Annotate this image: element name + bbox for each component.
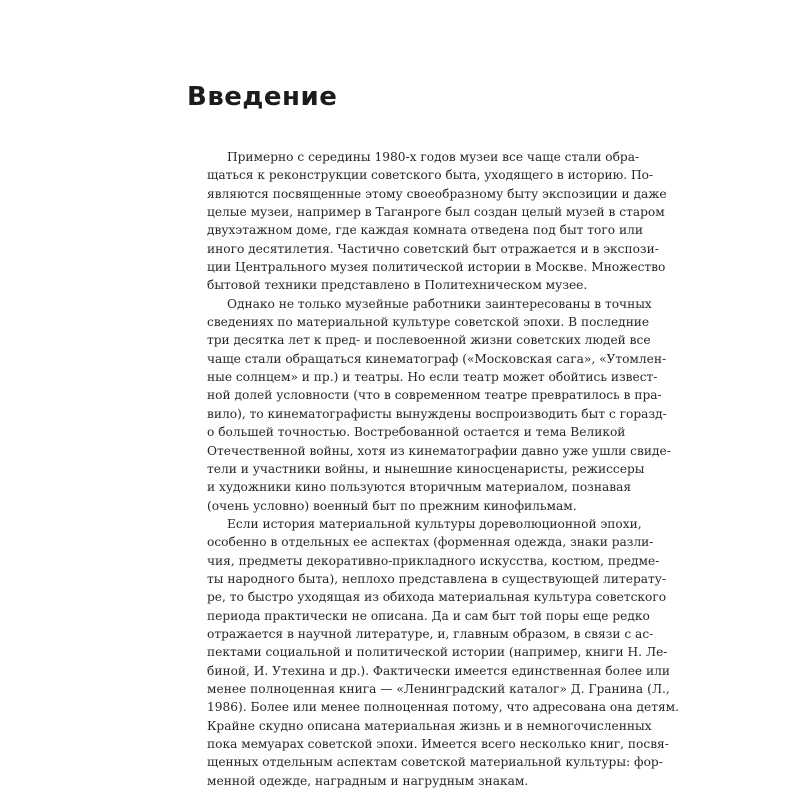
paragraph <box>187 515 680 790</box>
text-line: (очень условно) военный быт по прежним кинофильмам. <box>207 498 577 513</box>
text-line: сведениях по материальной культуре советской эпохи. В последние <box>207 315 650 330</box>
text-line: тели и участники войны, и нынешние киносценаристы, режиссеры <box>207 461 645 476</box>
text-line: чия, предметы декоративно-прикладного искусства, костюм, предме- <box>207 553 660 568</box>
text-line: особенно в отдельных ее аспектах (форменная одежда, знаки разли- <box>207 535 654 550</box>
text-line: являются посвященные этому своеобразному быту экспозиции и даже <box>207 186 667 201</box>
chapter-heading: Введение <box>187 82 338 112</box>
text-line: отражается в научной литературе, и, главным образом, в связи с ас- <box>207 626 654 641</box>
text-line: ной долей условности (что в современном театре превратилось в пра- <box>207 388 662 403</box>
text-line: периода практически не описана. Да и сам быт той поры еще редко <box>207 608 650 623</box>
text-line: щенных отдельным аспектам советской материальной культуры: фор- <box>207 755 663 770</box>
text-line: менной одежде, наградным и нагрудным знакам. <box>207 773 529 788</box>
text-line: пектами социальной и политической истории (например, книги Н. Ле- <box>207 645 668 660</box>
text-line: 1986). Более или менее полноценная потому, что адресована она детям. <box>207 700 680 715</box>
text-line: пока мемуарах советской эпохи. Имеется всего несколько книг, посвя- <box>207 737 669 751</box>
text-line: и художники кино пользуются вторичным материалом, познавая <box>207 480 632 495</box>
text-line: иного десятилетия. Частично советский быт отражается и в экспози- <box>207 241 659 256</box>
text-line: биной, И. Утехина и др.). Фактически имеется единственная более или <box>207 663 670 678</box>
text-line: вило), то кинематографисты вынуждены воспроизводить быт с горазд- <box>207 406 667 421</box>
text-line: ты народного быта), неплохо представлена в существующей литерату- <box>207 571 667 586</box>
text-line: щаться к реконструкции советского быта, уходящего в историю. По- <box>207 168 654 183</box>
text-line: ре, то быстро уходящая из обихода материальная культура советского <box>207 590 667 605</box>
text-line: бытовой техники представлено в Политехническом музее. <box>207 278 588 293</box>
text-line: Крайне скудно описана материальная жизнь и в немногочисленных <box>207 718 652 733</box>
text-line: Отечественной войны, хотя из кинематографии давно уже ушли свиде- <box>207 443 671 458</box>
text-line: менее полноценная книга — «Ленинградский каталог» Д. Гранина (Л., <box>207 681 670 696</box>
text-line: двухэтажном доме, где каждая комната отведена под быт того или <box>207 223 643 238</box>
paragraph <box>187 295 671 515</box>
text-line: о большей точностью. Востребованной остается и тема Великой <box>207 425 626 440</box>
text-line: Однако не только музейные работники заинтересованы в точных <box>227 296 652 311</box>
text-line: Если история материальной культуры дореволюционной эпохи, <box>227 516 642 531</box>
text-line: целые музеи, например в Таганроге был создан целый музей в старом <box>207 205 665 220</box>
text-line: чаще стали обращаться кинематограф («Московская сага», «Утомлен- <box>207 351 667 366</box>
body-text <box>187 148 680 790</box>
text-line: три десятка лет к пред- и послевоенной жизни советских людей все <box>207 333 651 348</box>
text-line: ции Центрального музея политической истории в Москве. Множество <box>207 260 666 275</box>
text-line: ные солнцем» и пр.) и театры. Но если театр может обойтись извест- <box>207 370 658 385</box>
paragraph <box>187 148 667 295</box>
text-line: Примерно с середины 1980-х годов музеи все чаще стали обра- <box>227 150 640 164</box>
